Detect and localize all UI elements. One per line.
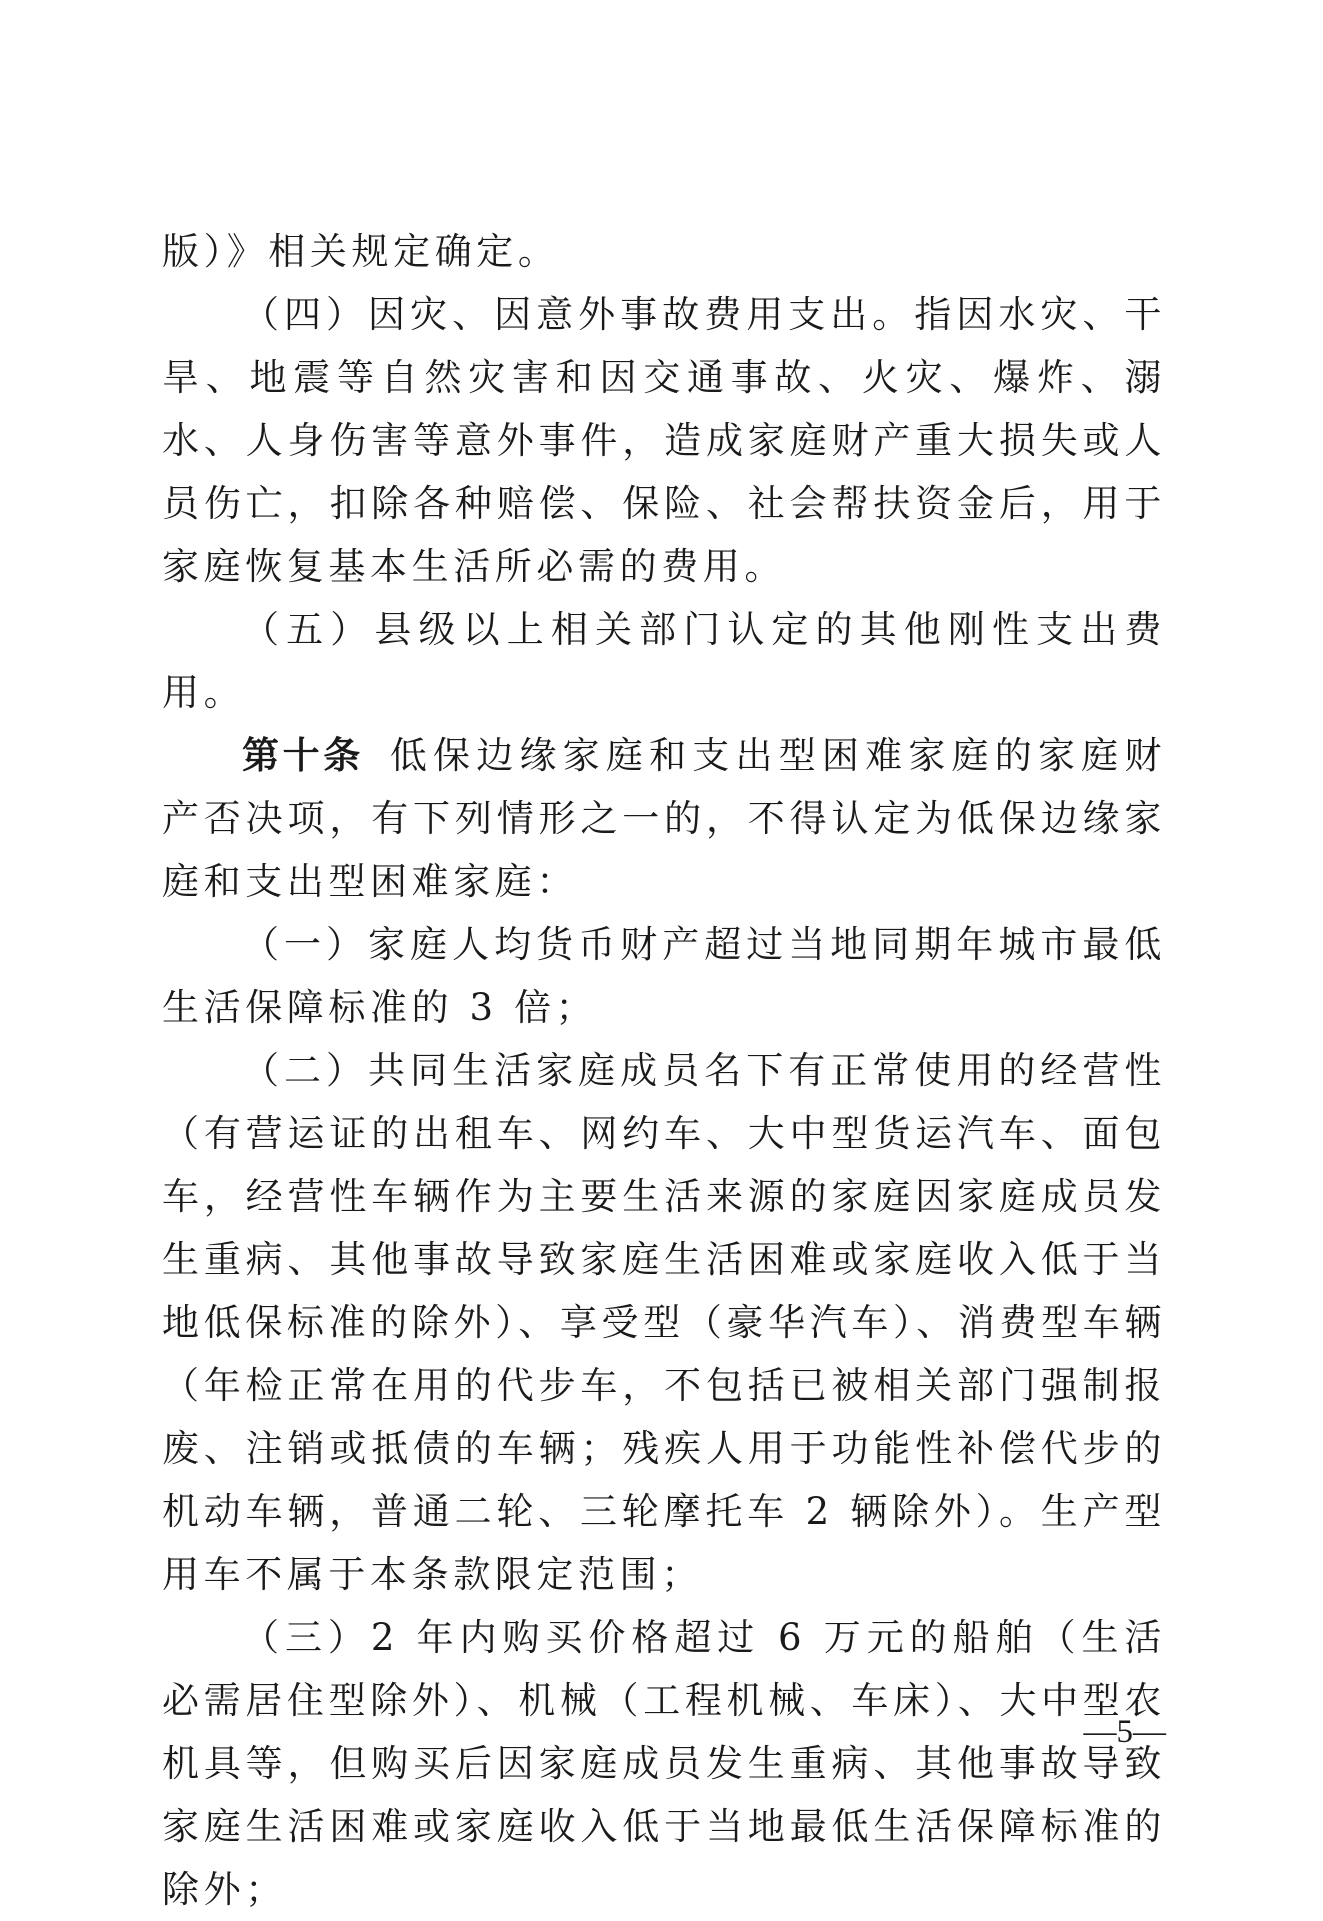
page-number: —5—	[1083, 1714, 1166, 1750]
document-body	[162, 220, 1166, 1921]
paragraph-item-4: （四）因灾、因意外事故费用支出。指因水灾、干旱、地震等自然灾害和因交通事故、火灾、爆炸、溺水、人身伤害等意外事件，造成家庭财产重大损失或人员伤亡，扣除各种赔偿、保险、社会帮扶资金后，用于家庭恢复基本生活所必需的费用。	[162, 293, 1166, 588]
clause-1: （一）家庭人均货币财产超过当地同期年城市最低生活保障标准的 3 倍；	[162, 923, 1166, 1029]
article-text: 低保边缘家庭和支出型困难家庭的家庭财产否决项，有下列情形之一的，不得认定为低保边缘家庭和支出型困难家庭：	[162, 734, 1166, 903]
article-10	[162, 724, 1166, 913]
paragraph-continuation: 版）》相关规定确定。	[162, 230, 560, 273]
clause-3: （三）2 年内购买价格超过 6 万元的船舶（生活必需居住型除外）、机械（工程机械、车床）、大中型农机具等，但购买后因家庭成员发生重病、其他事故导致家庭生活困难或家庭收入低于当地最低生活保障标准的除外；	[162, 1616, 1166, 1911]
clause-2: （二）共同生活家庭成员名下有正常使用的经营性（有营运证的出租车、网约车、大中型货运汽车、面包车，经营性车辆作为主要生活来源的家庭因家庭成员发生重病、其他事故导致家庭生活困难或家庭收入低于当地低保标准的除外）、享受型（豪华汽车）、消费型车辆（年检正常在用的代步车，不包括已被相关部门强制报废、注销或抵债的车辆；残疾人用于功能性补偿代步的机动车辆，普通二轮、三轮摩托车 2 辆除外）。生产型用车不属于本条款限定范围；	[162, 1049, 1166, 1596]
article-label: 第十条	[242, 734, 364, 777]
paragraph-item-5: （五）县级以上相关部门认定的其他刚性支出费用。	[162, 608, 1166, 714]
